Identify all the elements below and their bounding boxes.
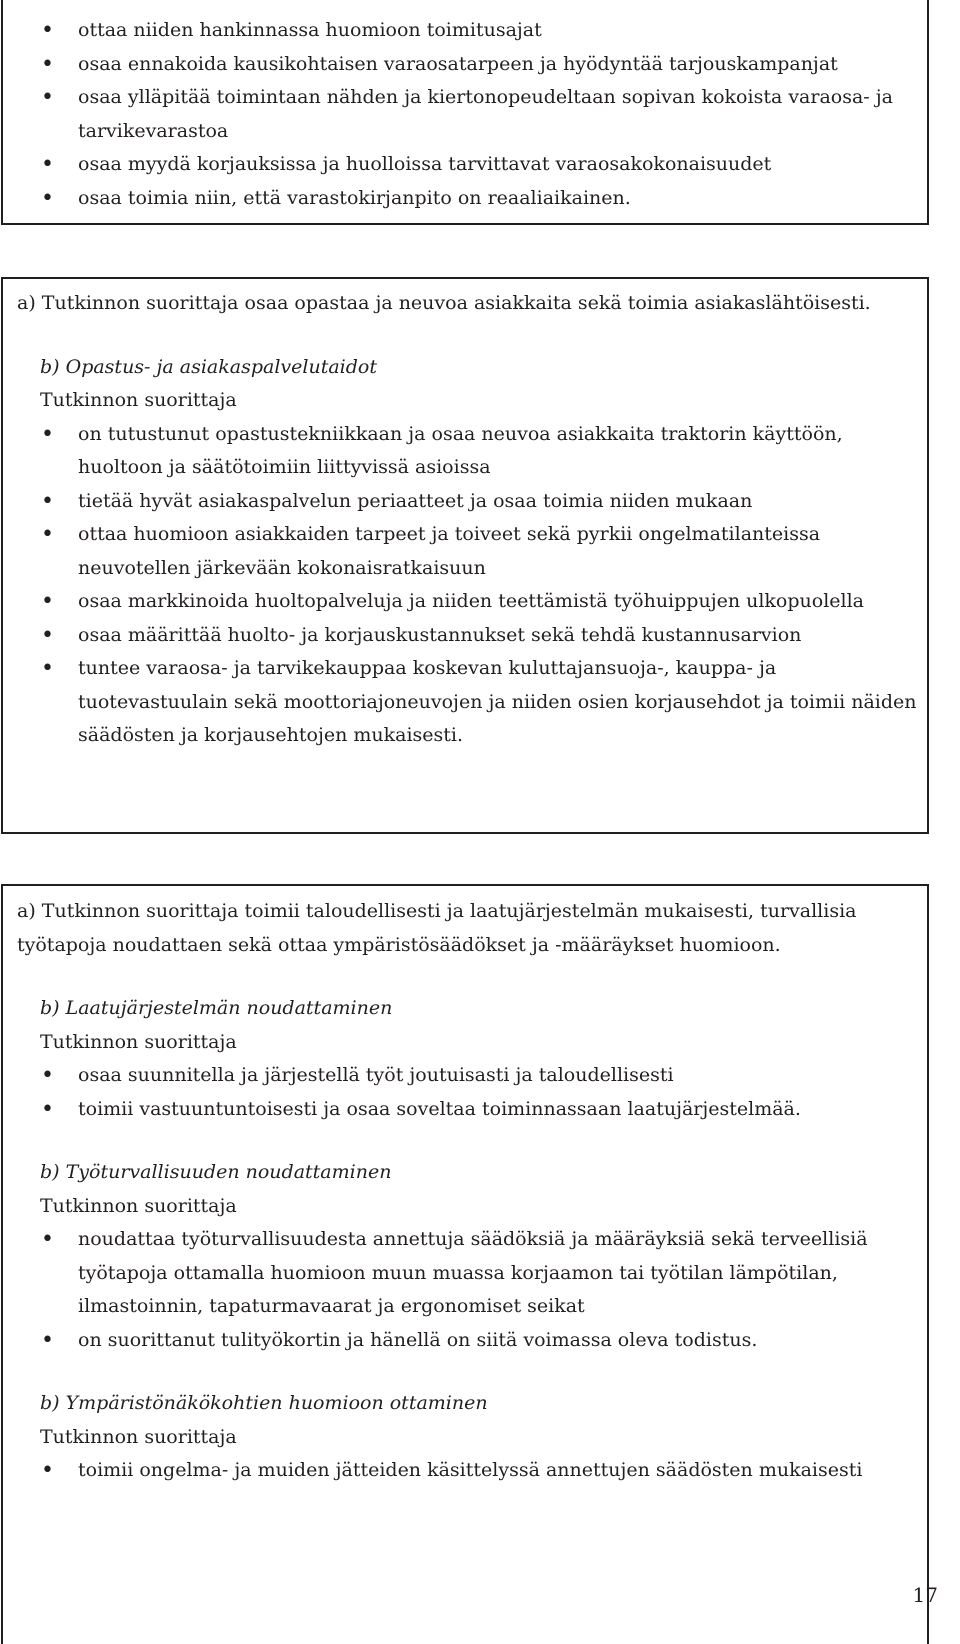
page-number: 17 (912, 1583, 938, 1607)
box2-content (3, 287, 927, 753)
section-heading: b) Ympäristönäkökohtien huomioon ottaminen (40, 1392, 488, 1414)
list-item: • tuntee varaosa- ja tarvikekauppaa koskevan kuluttajansuoja-, kauppa- ja tuotevastuulain sekä moottoriajoneuvojen ja niiden osien korjausehdot ja toimii näiden säädösten ja korjausehtojen mukaisesti. (3, 652, 927, 753)
list-item: • osaa määrittää huolto- ja korjauskustannukset sekä tehdä kustannusarvion (3, 619, 927, 653)
list-item: • noudattaa työturvallisuudesta annettuja säädöksiä ja määräyksiä sekä terveellisiä työtapoja ottamalla huomioon muun muassa korjaamon tai työtilan lämpötilan, ilmastoinnin, tapaturmavaarat ja ergonomiset seikat (3, 1223, 927, 1324)
list-item: • osaa suunnitella ja järjestellä työt joutuisasti ja taloudellisesti (3, 1059, 927, 1093)
bullet-list (3, 14, 927, 215)
section-heading: b) Opastus- ja asiakaspalvelutaidot (40, 355, 377, 378)
requirements-box-spare-parts (1, 0, 929, 225)
section-subject: Tutkinnon suorittaja (40, 1194, 237, 1217)
section-subject: Tutkinnon suorittaja (40, 1030, 237, 1053)
section-heading: b) Laatujärjestelmän noudattaminen (40, 997, 393, 1019)
list-item: • on tutustunut opastustekniikkaan ja osaa neuvoa asiakkaita traktorin käyttöön, huoltoon ja säätötoimiin liittyvissä asioissa (3, 418, 927, 485)
bullet-list (3, 1059, 927, 1126)
list-item: • osaa myydä korjauksissa ja huolloissa tarvittavat varaosakokonaisuudet (3, 148, 927, 182)
list-item: • osaa markkinoida huoltopalveluja ja niiden teettämistä työhuippujen ulkopuolella (3, 585, 927, 619)
section-heading: b) Työturvallisuuden noudattaminen (40, 1161, 392, 1183)
section-subject: Tutkinnon suorittaja (40, 389, 237, 411)
objective-statement: a) Tutkinnon suorittaja toimii taloudellisesti ja laatujärjestelmän mukaisesti, turvallisia työtapoja noudattaen sekä ottaa ympäristösäädökset ja -määräykset huomioon. (17, 900, 857, 956)
section-subject: Tutkinnon suorittaja (40, 1425, 237, 1448)
objective-statement: a) Tutkinnon suorittaja osaa opastaa ja neuvoa asiakkaita sekä toimia asiakaslähtöisesti. (17, 292, 871, 314)
list-item: • toimii ongelma- ja muiden jätteiden käsittelyssä annettujen säädösten mukaisesti (3, 1454, 927, 1488)
list-item: • toimii vastuuntuntoisesti ja osaa soveltaa toiminnassaan laatujärjestelmää. (3, 1093, 927, 1127)
bullet-list (3, 1223, 927, 1357)
list-item: • on suorittanut tulityökortin ja hänellä on siitä voimassa oleva todistus. (3, 1324, 927, 1358)
list-item: • ottaa huomioon asiakkaiden tarpeet ja toiveet sekä pyrkii ongelmatilanteissa neuvotellen järkevään kokonaisratkaisuun (3, 518, 927, 585)
box3-content (3, 895, 927, 1488)
list-item: • osaa toimia niin, että varastokirjanpito on reaaliaikainen. (3, 182, 927, 216)
list-item: • ottaa niiden hankinnassa huomioon toimitusajat (3, 14, 927, 48)
bullet-list (3, 1454, 927, 1488)
requirements-box-quality-safety-environment (1, 884, 929, 1644)
list-item: • osaa ennakoida kausikohtaisen varaosatarpeen ja hyödyntää tarjouskampanjat (3, 48, 927, 82)
list-item: • tietää hyvät asiakaspalvelun periaatteet ja osaa toimia niiden mukaan (3, 485, 927, 519)
requirements-box-customer-service (1, 277, 929, 834)
list-item: • osaa ylläpitää toimintaan nähden ja kiertonopeudeltaan sopivan kokoista varaosa- ja tarvikevarastoa (3, 81, 927, 148)
box1-content (3, 14, 927, 215)
bullet-list (3, 418, 927, 753)
